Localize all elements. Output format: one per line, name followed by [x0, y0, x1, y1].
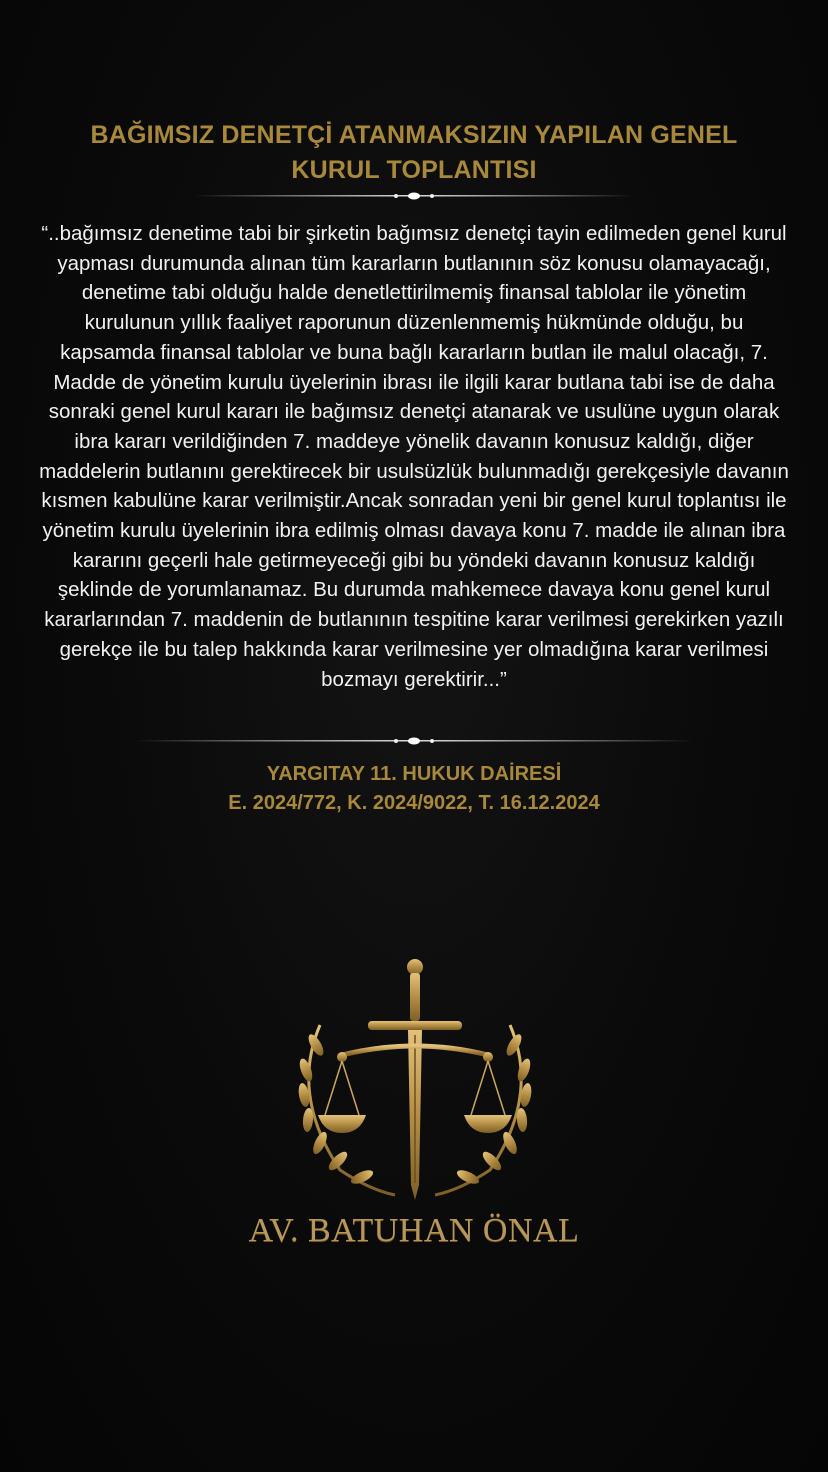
- top-divider: [0, 190, 828, 202]
- bottom-divider: [0, 735, 828, 747]
- page-title: [60, 118, 768, 188]
- scales-of-justice-icon: [280, 955, 550, 1205]
- case-reference: E. 2024/772, K. 2024/9022, T. 16.12.2024: [228, 792, 600, 814]
- court-name: YARGITAY 11. HUKUK DAİRESİ: [266, 763, 562, 785]
- court-citation: [0, 760, 828, 818]
- quote-text: “..bağımsız denetime tabi bir şirketin bağımsız denetçi tayin edilmeden genel kurul yapması durumunda alınan tüm kararların butlanının söz konusu olamayacağı, denetime tabi olduğu halde denetlettirilmemiş finansal tablolar ile yönetim kurulunun yıllık faaliyet raporunun düzenlenmemiş hükmünde olduğu, bu kapsamda finansal tablolar ve buna bağlı kararların butlan ile malul olacağı, 7. Madde de yönetim kurulu üyelerinin ibrası ile ilgili karar butlana tabi ise de daha sonraki genel kurul kararı ile bağımsız denetçi atanarak ve usulüne uygun olarak ibra kararı verildiğinden 7. maddeye yönelik davanın konusuz kaldığı, diğer maddelerin butlanını gerektirecek bir usulsüzlük bulunmadığı gerekçesiyle davanın kısmen kabulüne karar verilmiştir.Ancak sonradan yeni bir genel kurul toplantısı ile yönetim kurulu üyelerinin ibra edilmiş olması davaya konu 7. madde ile alınan ibra kararını geçerli hale getirmeyeceği gibi bu yöndeki davanın konusuz kaldığı şeklinde de yorumlanamaz. Bu durumda mahkemece davaya konu genel kurul kararlarından 7. maddenin de butlanının tespitine karar verilmesi gerekirken yazılı gerekçe ile bu talep hakkında karar verilmesine yer olmadığına karar verilmesi bozmayı gerektirir...”: [39, 222, 789, 691]
- title-line-1: BAĞIMSIZ DENETÇİ ATANMAKSIZIN YAPILAN GENEL: [90, 121, 738, 149]
- brand-name: AV. BATUHAN ÖNAL: [248, 1212, 580, 1249]
- title-line-2: KURUL TOPLANTISI: [291, 156, 537, 184]
